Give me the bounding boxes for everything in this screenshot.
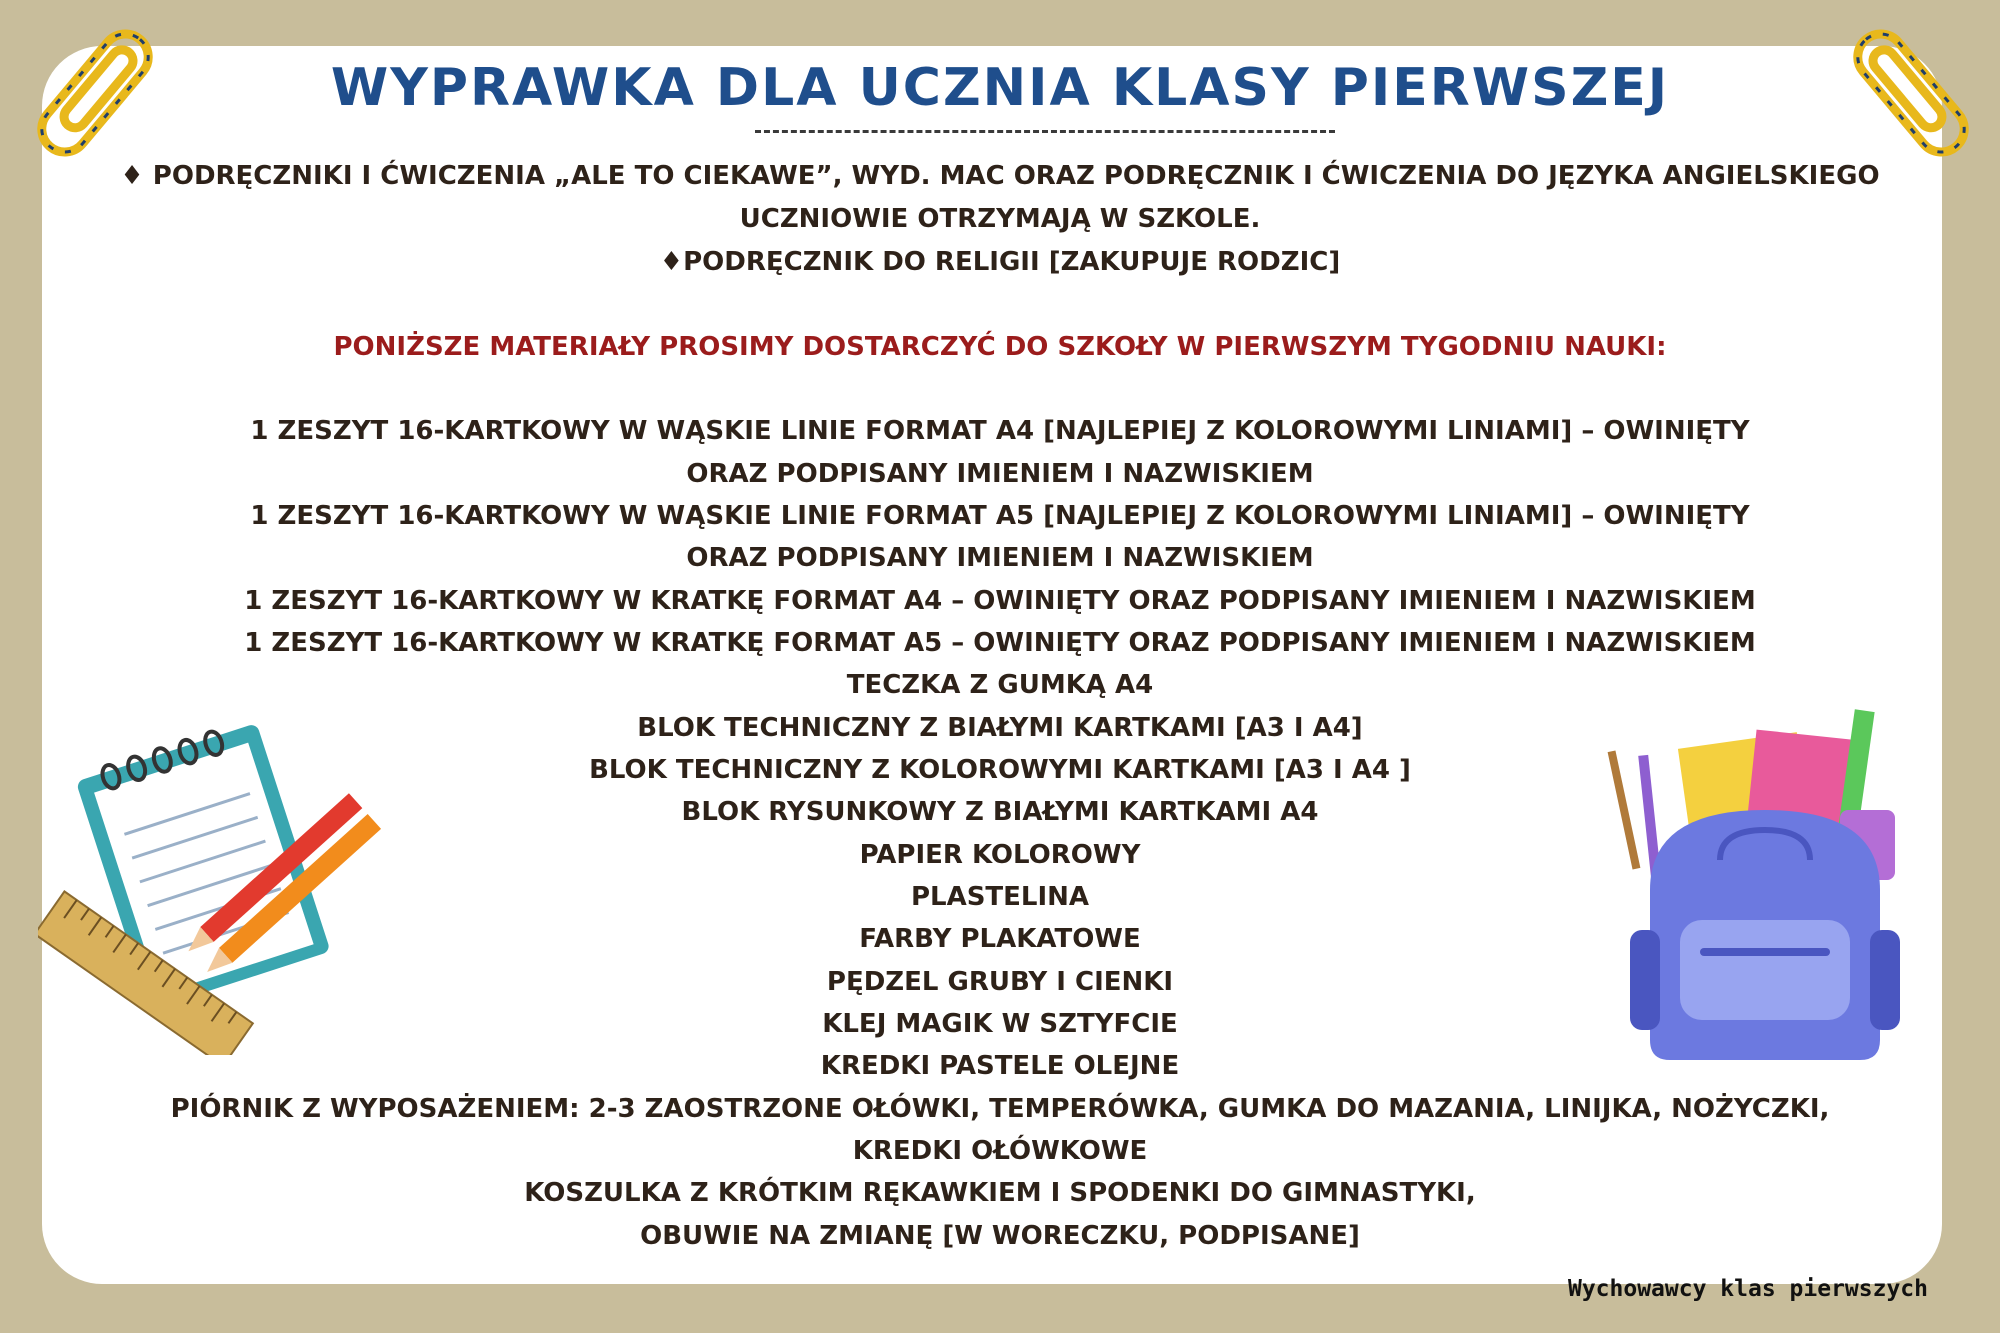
list-item: KREDKI OŁÓWKOWE xyxy=(852,1136,1148,1166)
list-item: BLOK TECHNICZNY Z BIAŁYMI KARTKAMI [A3 I A4] xyxy=(637,713,1363,743)
signature: Wychowawcy klas pierwszych xyxy=(1567,1276,1928,1302)
list-item: KLEJ MAGIK W SZTYFCIE xyxy=(822,1009,1178,1039)
notepad-pencils-ruler-illustration xyxy=(38,715,398,1055)
page-title: WYPRAWKA DLA UCZNIA KLASY PIERWSZEJ xyxy=(330,58,1670,118)
list-item: 1 ZESZYT 16-KARTKOWY W WĄSKIE LINIE FORMAT A5 [NAJLEPIEJ Z KOLOROWYMI LINIAMI] – OWINIĘTY xyxy=(250,501,1750,531)
list-item: ORAZ PODPISANY IMIENIEM I NAZWISKIEM xyxy=(686,459,1314,489)
intro-line: UCZNIOWIE OTRZYMAJĄ W SZKOLE. xyxy=(739,204,1261,234)
list-item: PIÓRNIK Z WYPOSAŻENIEM: 2-3 ZAOSTRZONE OŁÓWKI, TEMPERÓWKA, GUMKA DO MAZANIA, LINIJKA, NOŻYCZKI, xyxy=(170,1094,1830,1124)
backpack-illustration xyxy=(1600,700,1930,1070)
notice-text: PONIŻSZE MATERIAŁY PROSIMY DOSTARCZYĆ DO SZKOŁY W PIERWSZYM TYGODNIU NAUKI: xyxy=(333,332,1667,362)
list-item: BLOK RYSUNKOWY Z BIAŁYMI KARTKAMI A4 xyxy=(681,797,1319,827)
list-item: PAPIER KOLOROWY xyxy=(859,840,1141,870)
list-item: PĘDZEL GRUBY I CIENKI xyxy=(826,967,1174,997)
list-item: 1 ZESZYT 16-KARTKOWY W WĄSKIE LINIE FORMAT A4 [NAJLEPIEJ Z KOLOROWYMI LINIAMI] – OWINIĘTY xyxy=(250,416,1750,446)
intro-line: ♦ PODRĘCZNIKI I ĆWICZENIA „ALE TO CIEKAWE”, WYD. MAC ORAZ PODRĘCZNIK I ĆWICZENIA DO JĘZYKA ANGIELSKIEGO xyxy=(120,161,1880,191)
list-item: BLOK TECHNICZNY Z KOLOROWYMI KARTKAMI [A3 I A4 ] xyxy=(589,755,1411,785)
list-item: KOSZULKA Z KRÓTKIM RĘKAWKIEM I SPODENKI DO GIMNASTYKI, xyxy=(524,1178,1476,1208)
list-item: OBUWIE NA ZMIANĘ [W WORECZKU, PODPISANE] xyxy=(640,1221,1360,1251)
intro-line: ♦PODRĘCZNIK DO RELIGII [ZAKUPUJE RODZIC] xyxy=(659,247,1341,277)
list-item: 1 ZESZYT 16-KARTKOWY W KRATKĘ FORMAT A5 – OWINIĘTY ORAZ PODPISANY IMIENIEM I NAZWISKIEM xyxy=(244,628,1756,658)
list-item: TECZKA Z GUMKĄ A4 xyxy=(846,670,1154,700)
list-item: KREDKI PASTELE OLEJNE xyxy=(820,1051,1180,1081)
list-item: FARBY PLAKATOWE xyxy=(859,924,1141,954)
title-underline-dashes xyxy=(755,130,1335,133)
list-item: PLASTELINA xyxy=(910,882,1090,912)
list-item: ORAZ PODPISANY IMIENIEM I NAZWISKIEM xyxy=(686,543,1314,573)
list-item: 1 ZESZYT 16-KARTKOWY W KRATKĘ FORMAT A4 – OWINIĘTY ORAZ PODPISANY IMIENIEM I NAZWISKIEM xyxy=(244,586,1756,616)
